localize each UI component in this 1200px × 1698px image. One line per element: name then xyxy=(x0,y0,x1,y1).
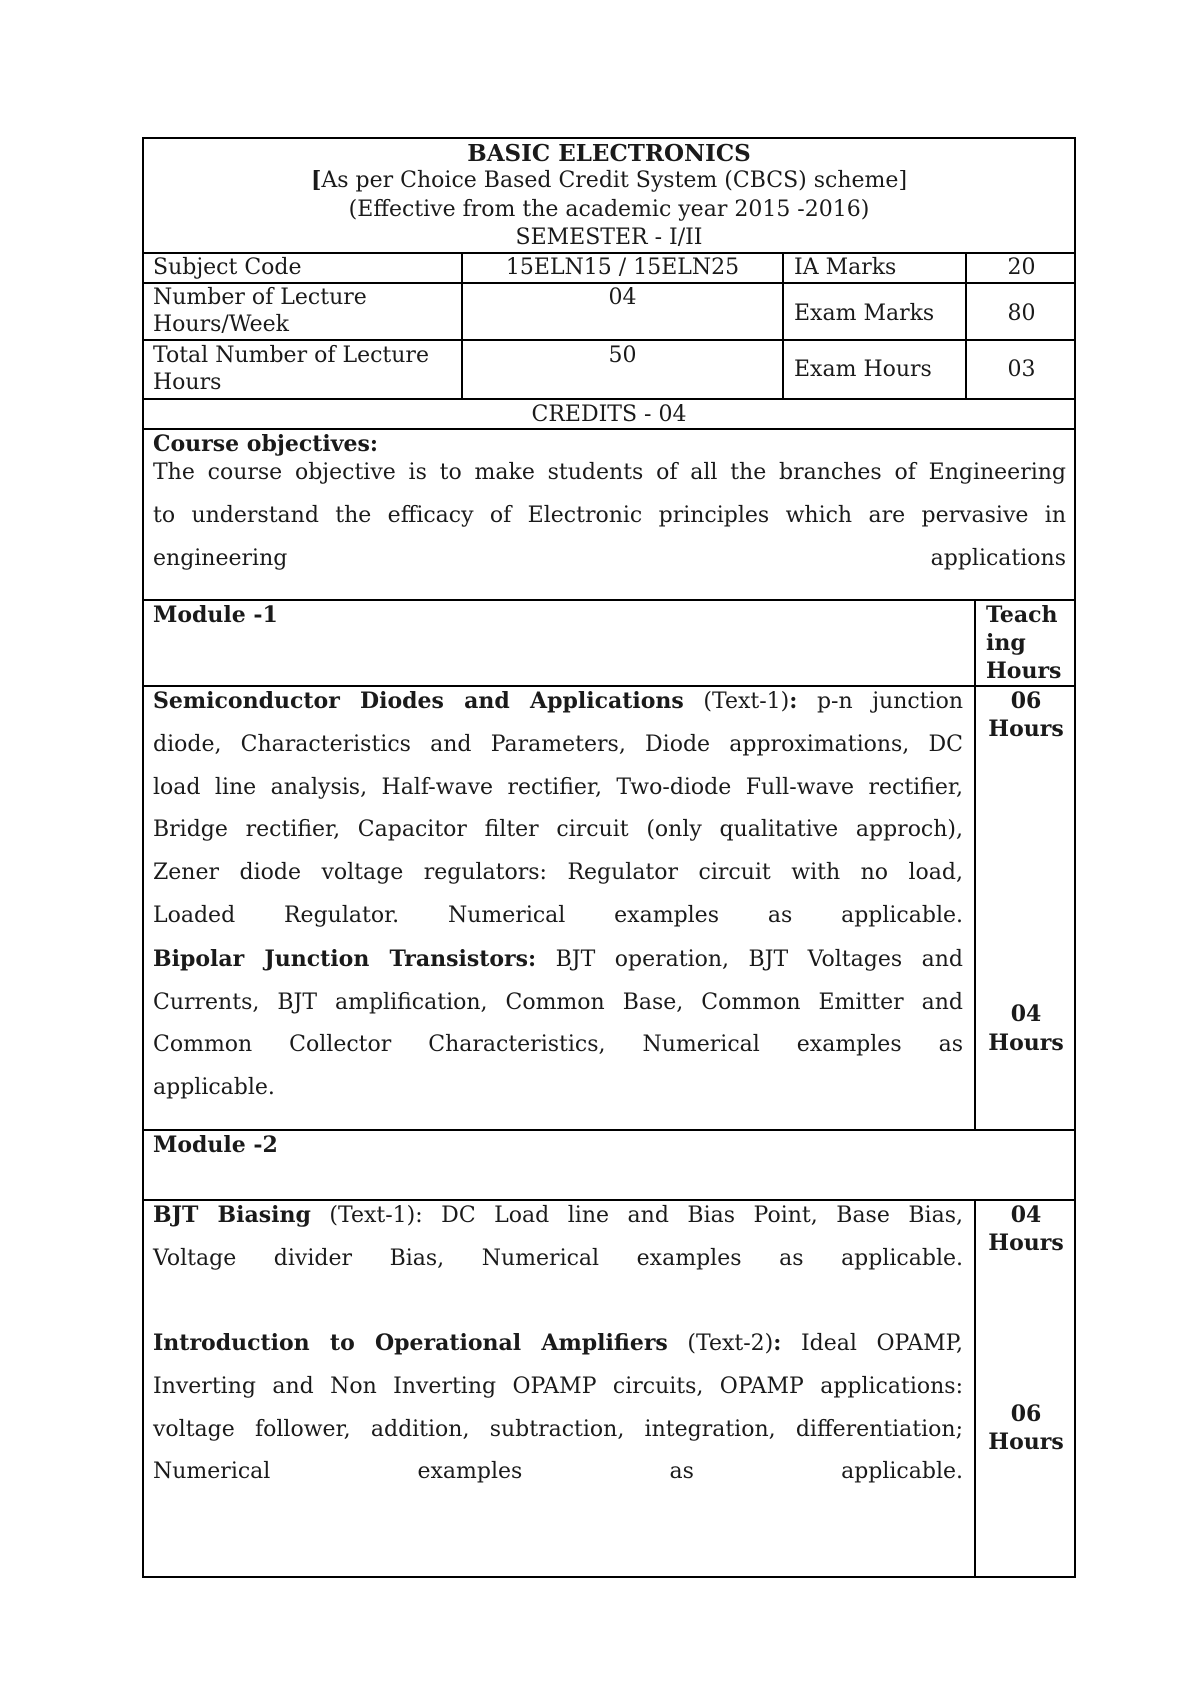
topic-text: (Text-1): DC Load line and Bias Point, Base Bias, xyxy=(329,1203,963,1228)
topic-ref: (Text-2) xyxy=(687,1331,774,1356)
lecture-hours-value: 04 xyxy=(608,285,637,310)
topic-line: load line analysis, Half-wave rectifier, Two-diode Full-wave rectifier, xyxy=(153,774,963,800)
topic-line: Loaded Regulator. Numerical examples as applicable. xyxy=(153,902,963,928)
teaching-hours-label: ing xyxy=(986,630,1026,656)
ia-marks-value: 20 xyxy=(1007,255,1036,280)
topic-line: Zener diode voltage regulators: Regulator circuit with no load, xyxy=(153,860,963,886)
subject-code-value: 15ELN15 / 15ELN25 xyxy=(505,255,740,280)
hours-label: Hours xyxy=(988,1230,1064,1256)
module-1-heading: Module -1 xyxy=(153,602,278,628)
hours-label: Hours xyxy=(988,1429,1064,1455)
topic-title: Introduction to Operational Amplifiers xyxy=(153,1330,668,1356)
topic-first-line xyxy=(153,938,963,982)
module-1-topic-1 xyxy=(153,680,963,1110)
scheme-bracket: [ xyxy=(310,167,322,193)
credits: CREDITS - 04 xyxy=(531,402,687,427)
topic-line: applicable. xyxy=(153,1075,275,1101)
topic-first-line xyxy=(153,1194,963,1238)
topic-line: voltage follower, addition, subtraction, integration, differentiation; xyxy=(153,1416,963,1442)
topic-line: Voltage divider Bias, Numerical examples as applicable. xyxy=(153,1245,963,1271)
exam-hours-label: Exam Hours xyxy=(794,357,932,382)
hours-value: 06 xyxy=(1010,1401,1042,1427)
lecture-hours-label: Number of Lecture xyxy=(153,285,367,310)
topic-colon: : xyxy=(789,688,798,714)
info-col-divider xyxy=(782,252,784,399)
topic-line: Numerical examples as applicable. xyxy=(153,1459,963,1485)
module-2-topic-2 xyxy=(153,1322,963,1494)
topic-text: p-n junction xyxy=(816,689,964,714)
topic-line: Currents, BJT amplification, Common Base, Common Emitter and xyxy=(153,989,963,1015)
total-hours-label: Hours xyxy=(153,370,222,395)
objectives-line: The course objective is to make students of all the branches of Engineering xyxy=(153,460,1066,485)
hours-value: 06 xyxy=(1010,688,1042,714)
topic-first-line xyxy=(153,1322,963,1366)
exam-hours-value: 03 xyxy=(1007,357,1036,382)
scheme-text: As per Choice Based Credit System (CBCS) scheme] xyxy=(321,168,908,193)
module-2-heading: Module -2 xyxy=(153,1132,278,1158)
divider xyxy=(142,1129,1076,1131)
exam-marks-value: 80 xyxy=(1007,301,1036,326)
module-2-topic-1 xyxy=(153,1194,963,1281)
topic-text: Ideal OPAMP, xyxy=(800,1331,964,1356)
ia-marks-label: IA Marks xyxy=(794,255,897,280)
lecture-hours-label: Hours/Week xyxy=(153,312,290,337)
total-hours-value: 50 xyxy=(608,343,637,368)
topic-line: Inverting and Non Inverting OPAMP circuits, OPAMP applications: xyxy=(153,1373,963,1399)
topic-title: Semiconductor Diodes and Applications xyxy=(153,688,684,714)
divider xyxy=(142,599,1076,601)
teaching-hours-label: Hours xyxy=(986,658,1062,684)
divider xyxy=(142,398,1076,400)
semester: SEMESTER - I/II xyxy=(515,225,703,250)
subject-code-label: Subject Code xyxy=(153,255,302,280)
topic-first-line xyxy=(153,680,963,724)
topic-ref: (Text-1) xyxy=(703,689,790,714)
cbcs-scheme-line xyxy=(142,167,1076,194)
topic-title: BJT Biasing xyxy=(153,1202,311,1228)
divider xyxy=(142,339,1076,341)
hours-label: Hours xyxy=(988,716,1064,742)
objectives-text xyxy=(153,452,1066,580)
topic-text: BJT operation, BJT Voltages and xyxy=(555,946,963,972)
exam-marks-label: Exam Marks xyxy=(794,301,935,326)
topic-title: Bipolar Junction Transistors: xyxy=(153,945,537,972)
effective-year: (Effective from the academic year 2015 -2016) xyxy=(348,197,870,222)
course-title: BASIC ELECTRONICS xyxy=(467,140,751,167)
hours-value: 04 xyxy=(1010,1202,1042,1228)
objectives-heading: Course objectives: xyxy=(153,431,379,457)
total-hours-label: Total Number of Lecture xyxy=(153,343,429,368)
hours-label: Hours xyxy=(988,1030,1064,1056)
topic-line: Bridge rectifier, Capacitor filter circuit (only qualitative approch), xyxy=(153,817,963,843)
hours-value: 04 xyxy=(1010,1001,1042,1027)
topic-line: Common Collector Characteristics, Numerical examples as xyxy=(153,1032,963,1058)
objectives-line: engineering applications xyxy=(153,545,1066,571)
divider xyxy=(142,428,1076,430)
objectives-line: to understand the efficacy of Electronic principles which are pervasive in xyxy=(153,502,1066,528)
teaching-hours-label: Teach xyxy=(986,602,1058,628)
topic-colon: : xyxy=(773,1330,782,1356)
topic-line: diode, Characteristics and Parameters, Diode approximations, DC xyxy=(153,731,963,757)
